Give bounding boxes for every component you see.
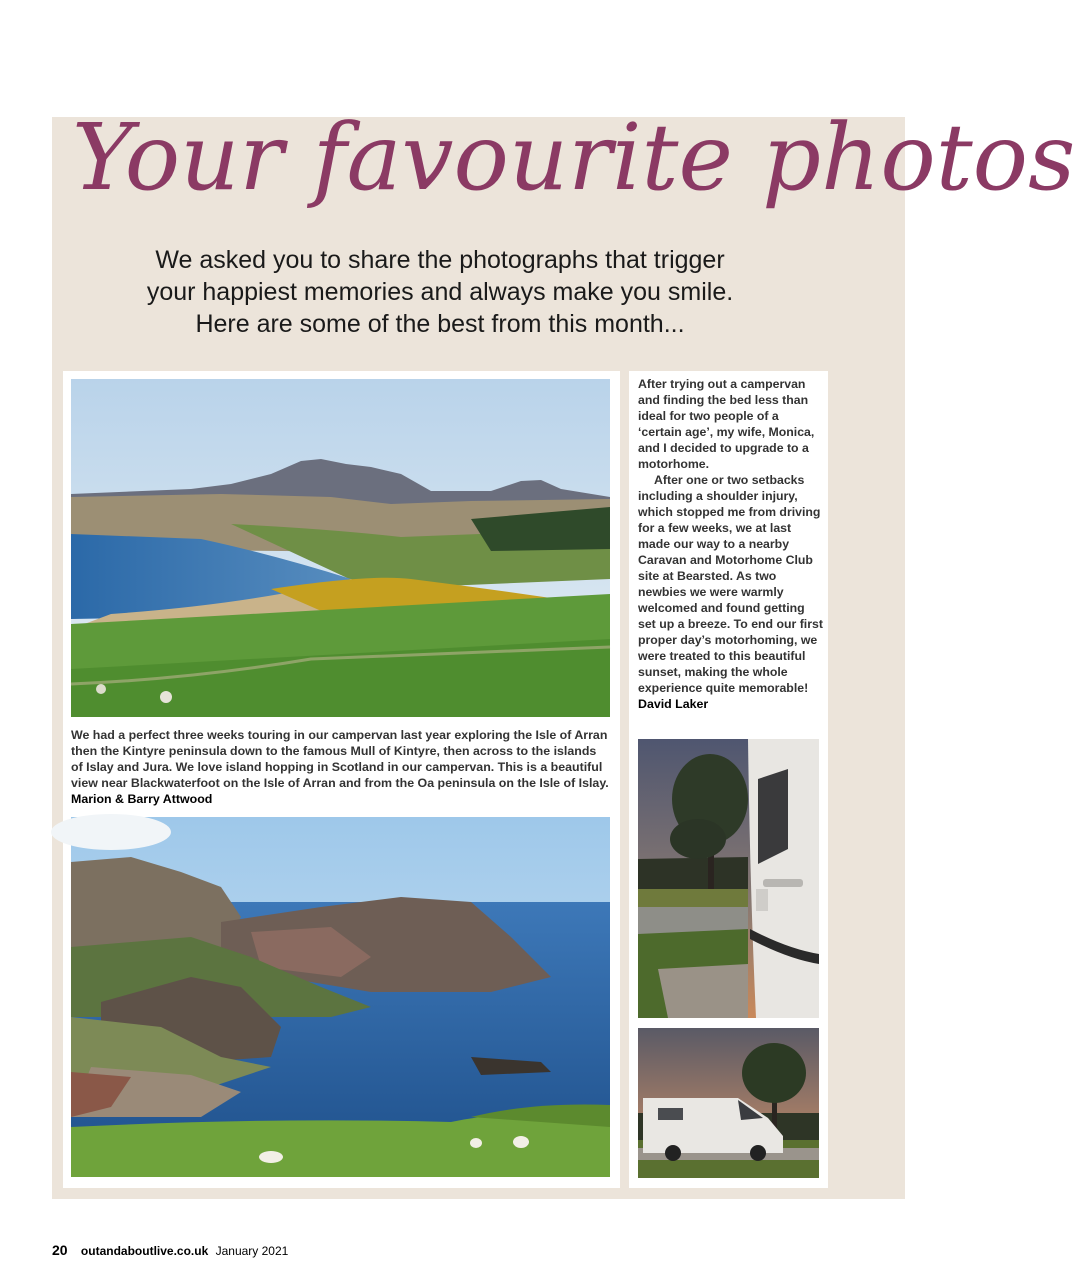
intro-line-2: your happiest memories and always make you smile. — [146, 278, 734, 306]
left-entry-caption — [71, 727, 611, 807]
intro-line-3: Here are some of the best from this month... — [195, 310, 685, 338]
arran-landscape-photo — [71, 379, 610, 717]
issue-date: January 2021 — [215, 1244, 289, 1258]
page-number: 20 — [52, 1242, 68, 1258]
page-footer — [52, 1242, 288, 1258]
motorhome-sunset-photo — [638, 1028, 819, 1178]
intro-text — [120, 244, 760, 340]
story-paragraph-1: After trying out a campervan and finding the bed less than ideal for two people of a ‘certain age’, my wife, Monica, and I decided to upgrade to a motorhome. — [638, 377, 815, 471]
page-title: Your favourite photos — [72, 104, 1075, 211]
sunset-tree-motorhome-photo — [638, 739, 819, 1018]
left-caption-text: We had a perfect three weeks touring in our campervan last year exploring the Isle of Arran then the Kintyre peninsula down to the famous Mull of Kintyre, then across to the islands of Islay and Jura. We love island hopping in Scotland in our campervan. This is a beautiful view near Blackwaterfoot on the Isle of Arran and from the Oa peninsula on the Isle of Islay. — [71, 728, 609, 790]
right-entry-story — [638, 376, 824, 712]
website-link[interactable]: outandaboutlive.co.uk — [80, 1244, 209, 1258]
islay-coast-photo — [71, 817, 610, 1177]
right-credit: David Laker — [638, 697, 709, 711]
story-paragraph-2: After one or two setbacks including a shoulder injury, which stopped me from driving for a few weeks, we at last made our way to a nearby Caravan and Motorhome Club site at Bearsted. As two newbies we were warmly welcomed and found getting set up a breeze. To end our first proper day’s motorhoming, we were treated to this beautiful sunset, making the whole experience quite memorable! — [638, 473, 823, 695]
intro-line-1: We asked you to share the photographs that trigger — [155, 246, 725, 274]
left-credit: Marion & Barry Attwood — [71, 792, 213, 806]
